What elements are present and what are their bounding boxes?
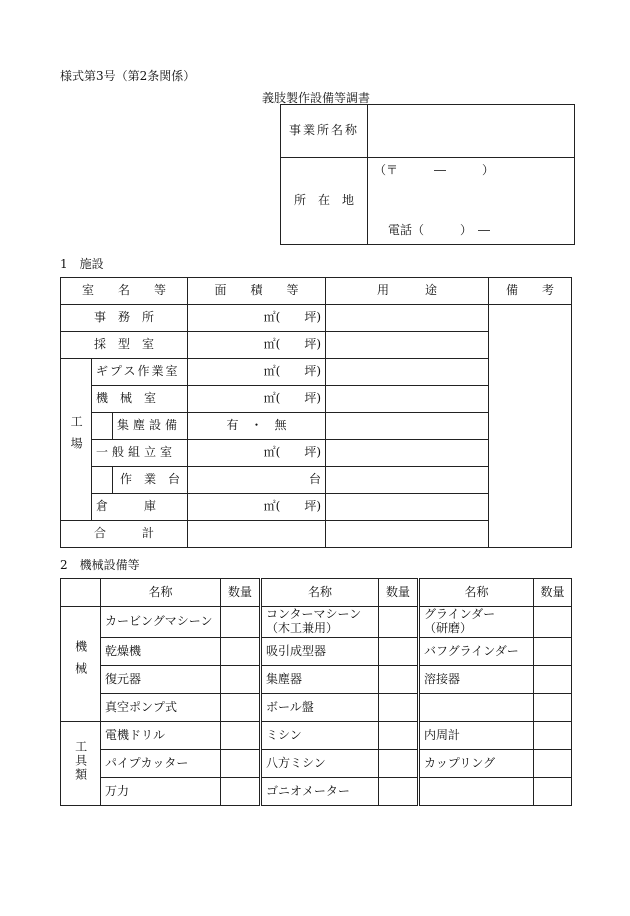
- area-warehouse[interactable]: ㎡( 坪): [188, 494, 326, 521]
- equipment-qty[interactable]: [379, 666, 419, 694]
- area-machine-room[interactable]: ㎡( 坪): [188, 386, 326, 413]
- equipment-qty[interactable]: [534, 778, 572, 806]
- header-qty-2: 数量: [379, 579, 419, 607]
- factory-group-text: 工場: [69, 415, 84, 460]
- purpose-workbench[interactable]: [326, 467, 489, 494]
- header-name-3: 名称: [419, 579, 534, 607]
- indent-spacer: [92, 467, 113, 494]
- equipment-qty[interactable]: [221, 778, 261, 806]
- postal-code-field: （〒 ― ）: [374, 163, 495, 177]
- equipment-name: バフグラインダー: [419, 638, 534, 666]
- equipment-name: パイプカッター: [101, 750, 221, 778]
- equipment-name[interactable]: [419, 694, 534, 722]
- equipment-qty[interactable]: [221, 638, 261, 666]
- equipment-name: 真空ポンプ式: [101, 694, 221, 722]
- header-remarks: 備 考: [489, 278, 572, 305]
- purpose-machine-room[interactable]: [326, 386, 489, 413]
- equipment-qty[interactable]: [379, 722, 419, 750]
- area-office[interactable]: ㎡( 坪): [188, 305, 326, 332]
- office-name-value[interactable]: [368, 105, 575, 158]
- equipment-name: カップリング: [419, 750, 534, 778]
- row-label-assembly-room: 一般組立室: [92, 440, 188, 467]
- purpose-assembly-room[interactable]: [326, 440, 489, 467]
- indent-spacer: [92, 413, 113, 440]
- equipment-name: 内周計: [419, 722, 534, 750]
- equipment-name-line: コンターマシーン: [266, 607, 362, 622]
- equipment-qty[interactable]: [534, 607, 572, 638]
- equipment-qty[interactable]: [379, 638, 419, 666]
- equipment-qty[interactable]: [534, 638, 572, 666]
- equipment-name: 乾燥機: [101, 638, 221, 666]
- header-qty-3: 数量: [534, 579, 572, 607]
- equipment-qty[interactable]: [534, 750, 572, 778]
- factory-group-label: [61, 359, 92, 521]
- equipment-name: ゴニオメーター: [261, 778, 379, 806]
- tools-group-text: 工具類: [73, 740, 88, 783]
- equipment-qty[interactable]: [379, 778, 419, 806]
- equipment-qty[interactable]: [221, 666, 261, 694]
- row-label-gypsum-room: ギプス作業室: [92, 359, 188, 386]
- equipment-table: [60, 578, 572, 806]
- equipment-qty[interactable]: [534, 722, 572, 750]
- facilities-table: [60, 277, 572, 548]
- equipment-name: ボール盤: [261, 694, 379, 722]
- row-label-total: 合 計: [61, 521, 188, 548]
- row-label-warehouse: 倉 庫: [92, 494, 188, 521]
- equipment-name: ミシン: [261, 722, 379, 750]
- equipment-name: 復元器: [101, 666, 221, 694]
- office-name-label: 事業所名称: [281, 105, 368, 158]
- address-value[interactable]: [368, 158, 575, 245]
- equipment-qty[interactable]: [221, 722, 261, 750]
- purpose-dust-collector[interactable]: [326, 413, 489, 440]
- tools-group-label: [61, 722, 101, 806]
- equipment-qty[interactable]: [221, 750, 261, 778]
- workbench-count[interactable]: 台: [188, 467, 326, 494]
- equipment-name: カービングマシーン: [101, 607, 221, 638]
- equipment-name[interactable]: [419, 778, 534, 806]
- purpose-gypsum-room[interactable]: [326, 359, 489, 386]
- purpose-total[interactable]: [326, 521, 489, 548]
- equipment-name-line: グラインダー: [424, 607, 496, 622]
- equipment-name: 八方ミシン: [261, 750, 379, 778]
- header-room-name: 室 名 等: [61, 278, 188, 305]
- office-info-table: [280, 104, 575, 245]
- equipment-name-note: （研磨）: [424, 621, 473, 635]
- header-purpose: 用 途: [326, 278, 489, 305]
- dust-collector-yes-no[interactable]: 有 ・ 無: [188, 413, 326, 440]
- equipment-name: 吸引成型器: [261, 638, 379, 666]
- header-qty-1: 数量: [221, 579, 261, 607]
- equipment-qty[interactable]: [221, 607, 261, 638]
- equipment-name-note: （木工兼用）: [266, 621, 339, 635]
- row-label-casting-room: 採 型 室: [61, 332, 188, 359]
- equipment-name: 万力: [101, 778, 221, 806]
- page-title: 義肢製作設備等調書: [262, 91, 371, 105]
- row-label-workbench: 作 業 台: [113, 467, 188, 494]
- purpose-warehouse[interactable]: [326, 494, 489, 521]
- header-name-1: 名称: [101, 579, 221, 607]
- equipment-name: 電機ドリル: [101, 722, 221, 750]
- remarks-cell[interactable]: [489, 305, 572, 548]
- machines-group-text: 機械: [73, 639, 88, 684]
- equipment-name: [419, 607, 534, 638]
- purpose-casting-room[interactable]: [326, 332, 489, 359]
- area-gypsum-room[interactable]: ㎡( 坪): [188, 359, 326, 386]
- equipment-name: 溶接器: [419, 666, 534, 694]
- purpose-office[interactable]: [326, 305, 489, 332]
- equipment-qty[interactable]: [379, 694, 419, 722]
- row-label-machine-room: 機 械 室: [92, 386, 188, 413]
- facilities-heading: 1 施設: [60, 257, 104, 271]
- equipment-qty[interactable]: [379, 607, 419, 638]
- equipment-corner: [61, 579, 101, 607]
- row-label-office: 事 務 所: [61, 305, 188, 332]
- phone-field: 電話（ ） ―: [388, 223, 491, 237]
- area-total[interactable]: [188, 521, 326, 548]
- header-area: 面 積 等: [188, 278, 326, 305]
- header-name-2: 名称: [261, 579, 379, 607]
- address-label: 所 在 地: [281, 158, 368, 245]
- equipment-name: 集塵器: [261, 666, 379, 694]
- machines-group-label: [61, 607, 101, 722]
- equipment-qty[interactable]: [379, 750, 419, 778]
- equipment-name: [261, 607, 379, 638]
- form-label: 様式第3号（第2条関係）: [60, 69, 196, 83]
- equipment-qty[interactable]: [221, 694, 261, 722]
- equipment-qty[interactable]: [534, 666, 572, 694]
- area-assembly-room[interactable]: ㎡( 坪): [188, 440, 326, 467]
- equipment-heading: 2 機械設備等: [60, 558, 140, 572]
- row-label-dust-collector: 集塵設備: [113, 413, 188, 440]
- equipment-qty[interactable]: [534, 694, 572, 722]
- area-casting-room[interactable]: ㎡( 坪): [188, 332, 326, 359]
